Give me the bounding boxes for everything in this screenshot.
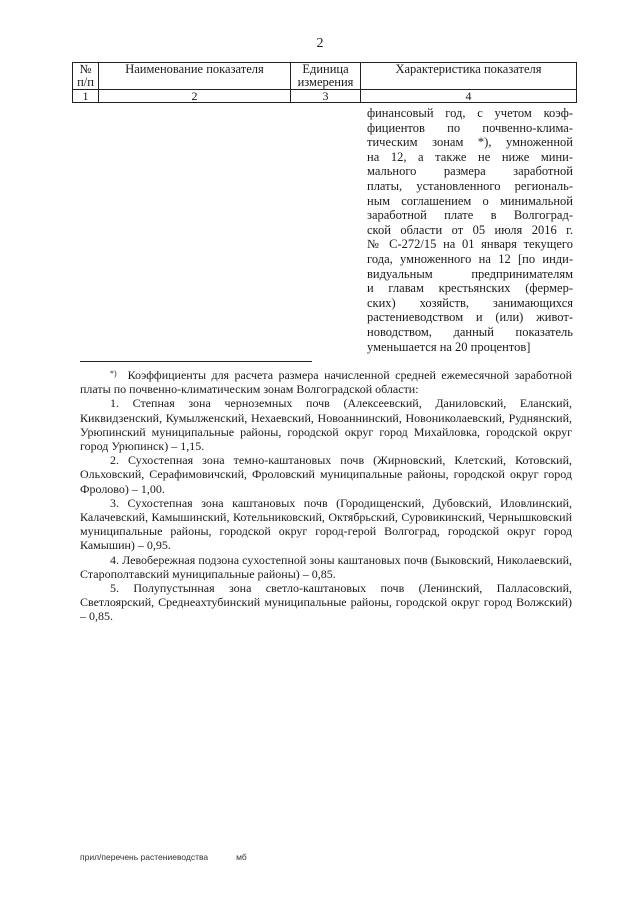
header-characteristic: Характеристика показателя xyxy=(361,63,577,90)
footnote-marker: *) xyxy=(110,369,117,378)
indicator-table xyxy=(72,62,577,103)
continuation-line: растениеводством и (или) живот- xyxy=(367,310,573,325)
header-unit: Единица измерения xyxy=(291,63,361,90)
footnote-item: 1. Степная зона черноземных почв (Алексеевский, Даниловский, Еланский, Киквидзенский, Кумылженский, Нехаевский, Новоаннинский, Новониколаевский, Руднянский, Урюпинский муниципальные районы, городской округ город Михайловка, городской округ город Урюпинск) – 1,15. xyxy=(80,396,572,454)
footnote-block xyxy=(80,368,572,624)
footnote-item: 3. Сухостепная зона каштановых почв (Городищенский, Дубовский, Иловлинский, Калачевский, Камышинский, Котельниковский, Октябрьский, Суровикинский, Чернышковский муниципальные районы, городской округ город-герой Волгоград, городской округ город Камышин) – 0,95. xyxy=(80,495,572,553)
continuation-line: мального размера заработной xyxy=(367,164,573,179)
continuation-line: заработной плате в Волгоград- xyxy=(367,208,573,223)
footnote-intro-text: Коэффициенты для расчета размера начисленной средней ежемесячной заработной платы по почвенно-климатическим зонам Волгоградской области: xyxy=(80,368,572,397)
continuation-line: финансовый год, с учетом коэф- xyxy=(367,106,573,120)
table-header-row xyxy=(73,63,577,90)
continuation-line: новодством, данный показатель xyxy=(367,324,573,339)
document-code-path: прил/перечень растениеводства xyxy=(80,852,209,862)
continuation-line: фициентов по почвенно-клима- xyxy=(367,120,573,135)
footnote-separator xyxy=(80,361,312,362)
footnote-item: 5. Полупустынная зона светло-каштановых почв (Ленинский, Палласовский, Светлоярский, Среднеахтубинский муниципальные районы, городской округ город Волжский) – 0,85. xyxy=(80,581,572,624)
continuation-line: ской области от 05 июля 2016 г. xyxy=(367,222,573,237)
header-indicator-name: Наименование показателя xyxy=(99,63,291,90)
continuation-line: платы, установленного региональ- xyxy=(367,178,573,193)
footnote-item: 2. Сухостепная зона темно-каштановых почв (Жирновский, Клетский, Котовский, Ольховский, Серафимовичский, Фроловский муниципальные районы, городской округ город Фролово) – 1,00. xyxy=(80,453,572,496)
characteristic-continuation xyxy=(367,106,573,354)
continuation-line: ным соглашением о минимальной xyxy=(367,193,573,208)
continuation-line: № С-272/15 на 01 января текущего xyxy=(367,237,573,252)
continuation-line: и главам крестьянских (фермер- xyxy=(367,281,573,296)
continuation-line: года, умноженного на 12 [по инди- xyxy=(367,251,573,266)
col-number-3: 3 xyxy=(291,90,361,103)
continuation-line: ских) хозяйств, занимающихся xyxy=(367,295,573,310)
continuation-line: тическим зонам *), умноженной xyxy=(367,135,573,150)
footnote-item: 4. Левобережная подзона сухостепной зоны каштановых почв (Быковский, Николаевский, Старополтавский муниципальные районы) – 0,85. xyxy=(80,552,572,581)
document-code-initials: мб xyxy=(236,852,247,862)
footnote-intro xyxy=(80,368,572,396)
continuation-line: уменьшается на 20 процентов] xyxy=(367,339,531,354)
document-code xyxy=(80,852,247,862)
continuation-line: видуальным предпринимателям xyxy=(367,266,573,281)
header-number: № п/п xyxy=(73,63,99,90)
continuation-line: на 12, а также не ниже мини- xyxy=(367,149,573,164)
col-number-1: 1 xyxy=(73,90,99,103)
page-number: 2 xyxy=(316,36,324,51)
col-number-2: 2 xyxy=(99,90,291,103)
col-number-4: 4 xyxy=(361,90,577,103)
table-column-number-row xyxy=(73,90,577,103)
